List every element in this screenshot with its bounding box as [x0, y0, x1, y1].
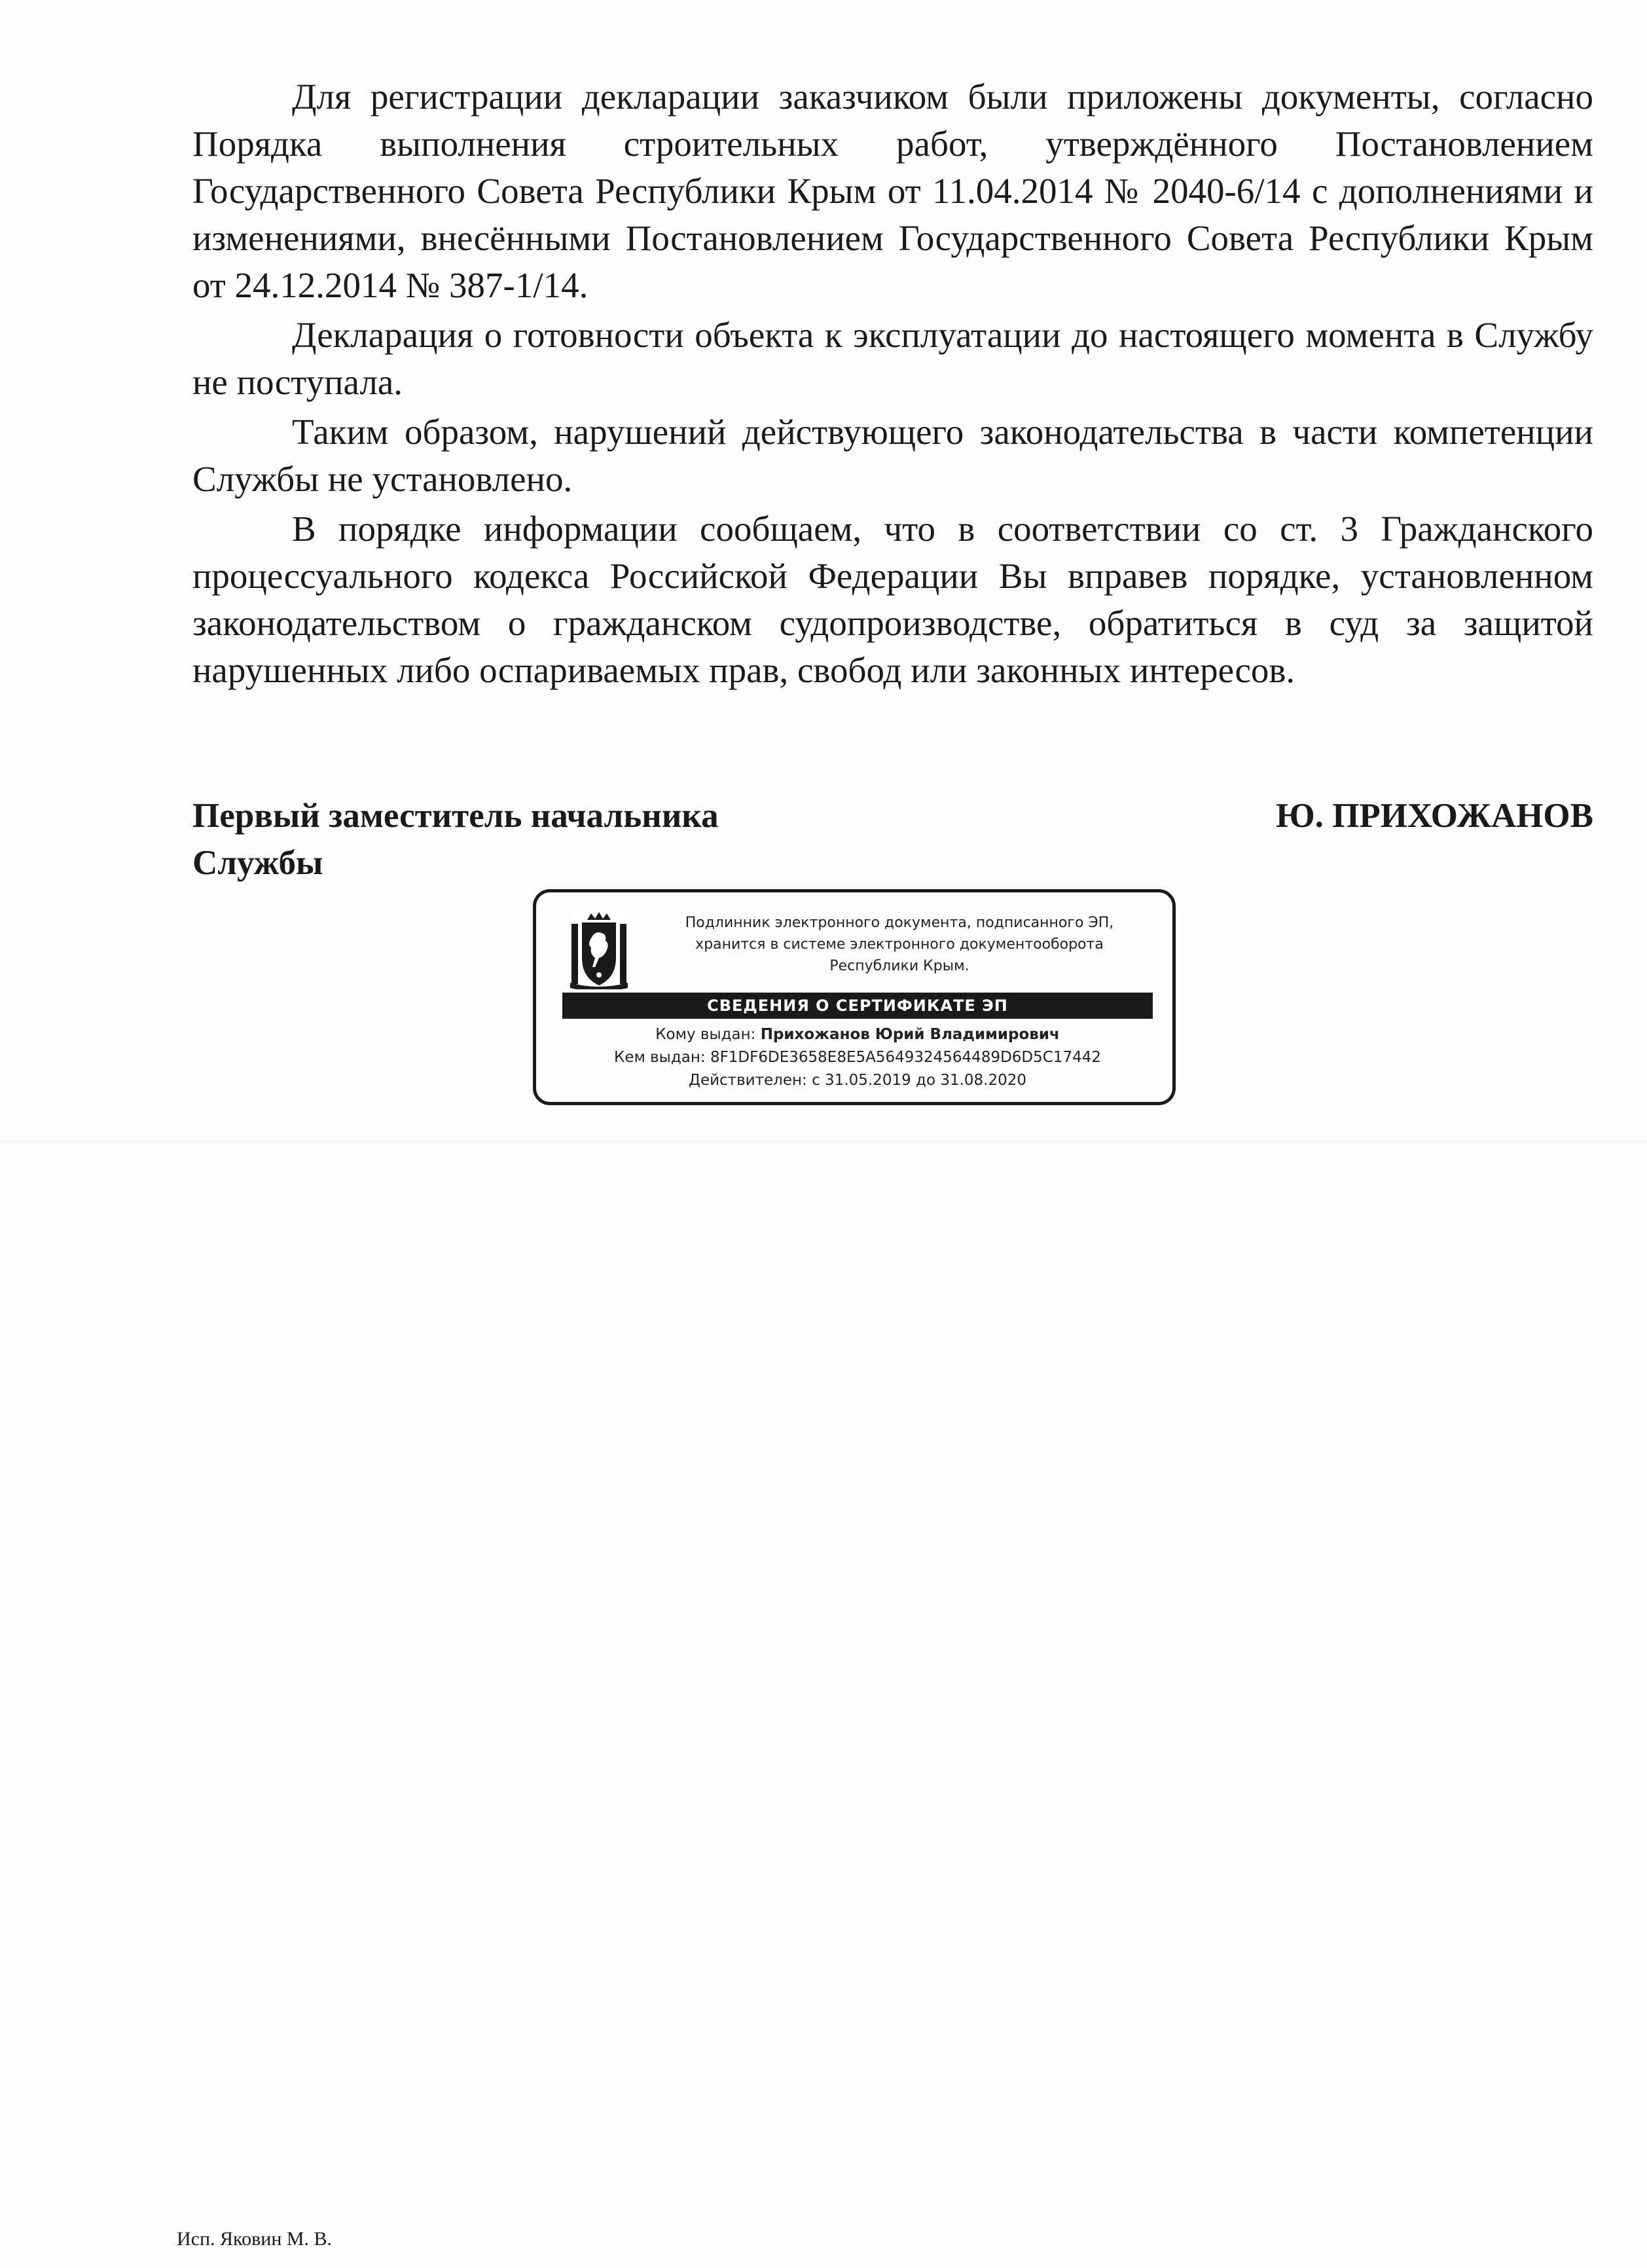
- stamp-intro: [647, 912, 1151, 977]
- executor-note: Исп. Яковин М. В.: [177, 2228, 333, 2250]
- scan-fold-line: [0, 1141, 1647, 1143]
- stamp-validity-value: с 31.05.2019 до 31.08.2020: [812, 1072, 1027, 1089]
- paragraph-no-violations: Таким образом, нарушений действующего законодательства в части компетенции Службы не установлено.: [192, 412, 1593, 499]
- paragraph-court-rights: В порядке информации сообщаем, что в соответствии со ст. 3 Гражданского процессуального кодекса Российской Федерации Вы вправев порядке, установленном законодательством о гражданском судопроизводстве, обратиться в суд за защитой нарушенных либо оспариваемых прав, свобод или законных интересов.: [192, 509, 1593, 690]
- electronic-signature-stamp: [533, 889, 1176, 1105]
- crimea-coat-of-arms-icon: [569, 912, 629, 989]
- signatory-position-line1: Первый заместитель начальника: [192, 797, 719, 835]
- paragraph-declaration-not-received: Декларация о готовности объекта к эксплуатации до настоящего момента в Службу не поступала.: [192, 315, 1593, 402]
- signatory-position: [192, 792, 719, 887]
- stamp-issued-by-row: [562, 1046, 1153, 1069]
- stamp-issued-by-label: Кем выдан:: [613, 1049, 710, 1066]
- stamp-issued-to-value: Прихожанов Юрий Владимирович: [760, 1026, 1060, 1043]
- stamp-intro-line1: Подлинник электронного документа, подписанного ЭП,: [685, 915, 1114, 931]
- stamp-certificate-details: [562, 1023, 1153, 1092]
- stamp-issued-to-row: [562, 1023, 1153, 1046]
- stamp-intro-line2: хранится в системе электронного документооборота: [695, 936, 1104, 953]
- stamp-certificate-header: СВЕДЕНИЯ О СЕРТИФИКАТЕ ЭП: [562, 993, 1153, 1019]
- signatory-name: Ю. ПРИХОЖАНОВ: [1276, 797, 1593, 835]
- stamp-issued-to-label: Кому выдан:: [655, 1026, 761, 1043]
- signatory-position-line2: Службы: [192, 844, 323, 882]
- stamp-intro-line3: Республики Крым.: [829, 958, 969, 974]
- paragraph-declaration-documents: Для регистрации декларации заказчиком были приложены документы, согласно Порядка выполнения строительных работ, утверждённого Постановлением Государственного Совета Республики Крым от 11.04.2014 № 2040-6/14 с дополнениями и изменениями, внесёнными Постановлением Государственного Совета Республики Крым от 24.12.2014 № 387-1/14.: [192, 77, 1593, 305]
- letter-body: [192, 73, 1593, 694]
- stamp-validity-label: Действителен:: [688, 1072, 812, 1089]
- stamp-issued-by-value: 8F1DF6DE3658E8E5A5649324564489D6D5C17442: [710, 1049, 1101, 1066]
- stamp-validity-row: [562, 1069, 1153, 1092]
